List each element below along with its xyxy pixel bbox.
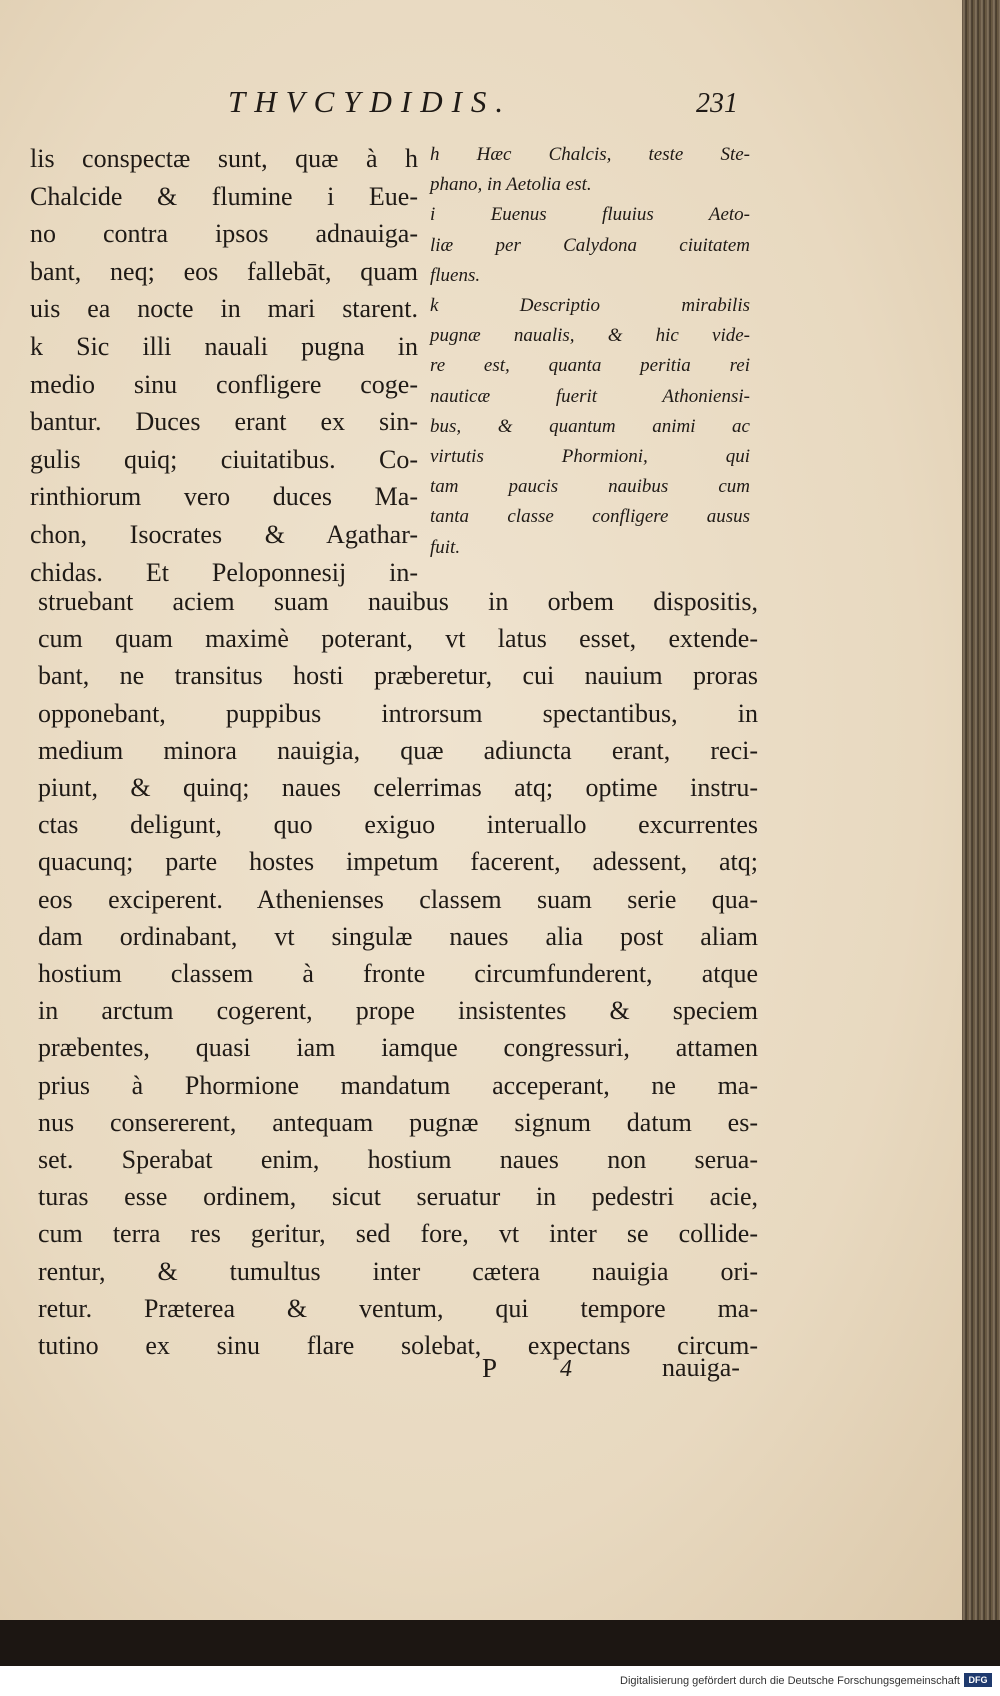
text-line: medium minora nauigia, quæ adiuncta erant, reci- [38,735,758,765]
text-line: retur. Præterea & ventum, qui tempore ma- [38,1293,758,1323]
text-line: medio sinu confligere coge- [30,369,418,399]
text-line: nus consererent, antequam pugnæ signum datum es- [38,1107,758,1137]
note-line: nauticæ fuerit Athoniensi- [430,385,750,407]
note-line: liæ per Calydona ciuitatem [430,234,750,256]
text-line: quacunq; parte hostes impetum facerent, adessent, atq; [38,847,758,877]
text-line: bant, ne transitus hosti præberetur, cui nauium proras [38,661,758,691]
text-line: struebant aciem suam nauibus in orbem dispositis, [38,587,758,616]
text-line: præbentes, quasi iam iamque congressuri, attamen [38,1033,758,1063]
text-line: uis ea nocte in mari starent. [30,294,418,324]
note-line: pugnæ naualis, & hic vide- [430,325,750,347]
note-line: fluens. [430,264,481,286]
main-text-full-column [38,583,758,1364]
text-line: lis conspectæ sunt, quæ à h [30,144,418,173]
text-line: cum quam maximè poterant, vt latus esset, extende- [38,624,758,654]
note-line: virtutis Phormioni, qui [430,446,750,468]
text-line: chidas. Et Peloponnesij in- [30,557,418,587]
scan-bottom-shadow [0,1620,1000,1666]
text-line: ctas deligunt, quo exiguo interuallo excurrentes [38,810,758,840]
text-line: no contra ipsos adnauiga- [30,219,418,249]
text-line: prius à Phormione mandatum acceperant, ne ma- [38,1070,758,1100]
dfg-logo-icon: DFG [964,1673,992,1687]
text-line: in arctum cogerent, prope insistentes & speciem [38,996,758,1026]
note-line: tam paucis nauibus cum [430,476,750,498]
text-line: bantur. Duces erant ex sin- [30,407,418,437]
text-line: cum terra res geritur, sed fore, vt inter se collide- [38,1219,758,1249]
text-line: bant, neq; eos fallebāt, quam [30,256,418,286]
marginal-notes [430,140,750,563]
text-line: opponebant, puppibus introrsum spectantibus, in [38,698,758,728]
text-line: rinthiorum vero duces Ma- [30,482,418,512]
text-line: rentur, & tumultus inter cætera nauigia ori- [38,1256,758,1286]
note-line: i Euenus fluuius Aeto- [430,204,750,226]
main-text-narrow-column [30,140,418,591]
text-line: turas esse ordinem, sicut seruatur in pedestri acie, [38,1182,758,1212]
text-line: gulis quiq; ciuitatibus. Co- [30,444,418,474]
note-line: h Hæc Chalcis, teste Ste- [430,144,750,165]
text-line: tutino ex sinu flare solebat, expectans circum- [38,1331,758,1361]
text-line: k Sic illi nauali pugna in [30,331,418,361]
note-line: k Descriptio mirabilis [430,295,750,317]
text-line: set. Sperabat enim, hostium naues non serua- [38,1145,758,1175]
note-line: fuit. [430,536,461,558]
page-block-edge [962,0,1000,1620]
signature-mark: P [482,1353,498,1383]
note-line: phano, in Aetolia est. [430,174,592,196]
digitization-footer [0,1666,1000,1696]
running-head: THVCYDIDIS. [228,84,513,119]
catchword: nauiga- [662,1353,740,1382]
note-line: re est, quanta peritia rei [430,355,750,377]
text-line: hostium classem à fronte circumfunderent, atque [38,959,758,989]
text-line: dam ordinabant, vt singulæ naues alia post aliam [38,921,758,951]
signature-number: 4 [560,1356,572,1382]
note-line: bus, & quantum animi ac [430,415,750,437]
text-line: eos exciperent. Athenienses classem suam serie qua- [38,884,758,914]
page-number: 231 [696,88,738,119]
text-line: piunt, & quinq; naues celerrimas atq; optime instru- [38,773,758,803]
text-line: chon, Isocrates & Agathar- [30,519,418,549]
footer-credit: Digitalisierung gefördert durch die Deutsche Forschungsgemeinschaft [620,1675,960,1687]
text-line: Chalcide & flumine i Eue- [30,181,418,211]
note-line: tanta classe confligere ausus [430,506,750,528]
